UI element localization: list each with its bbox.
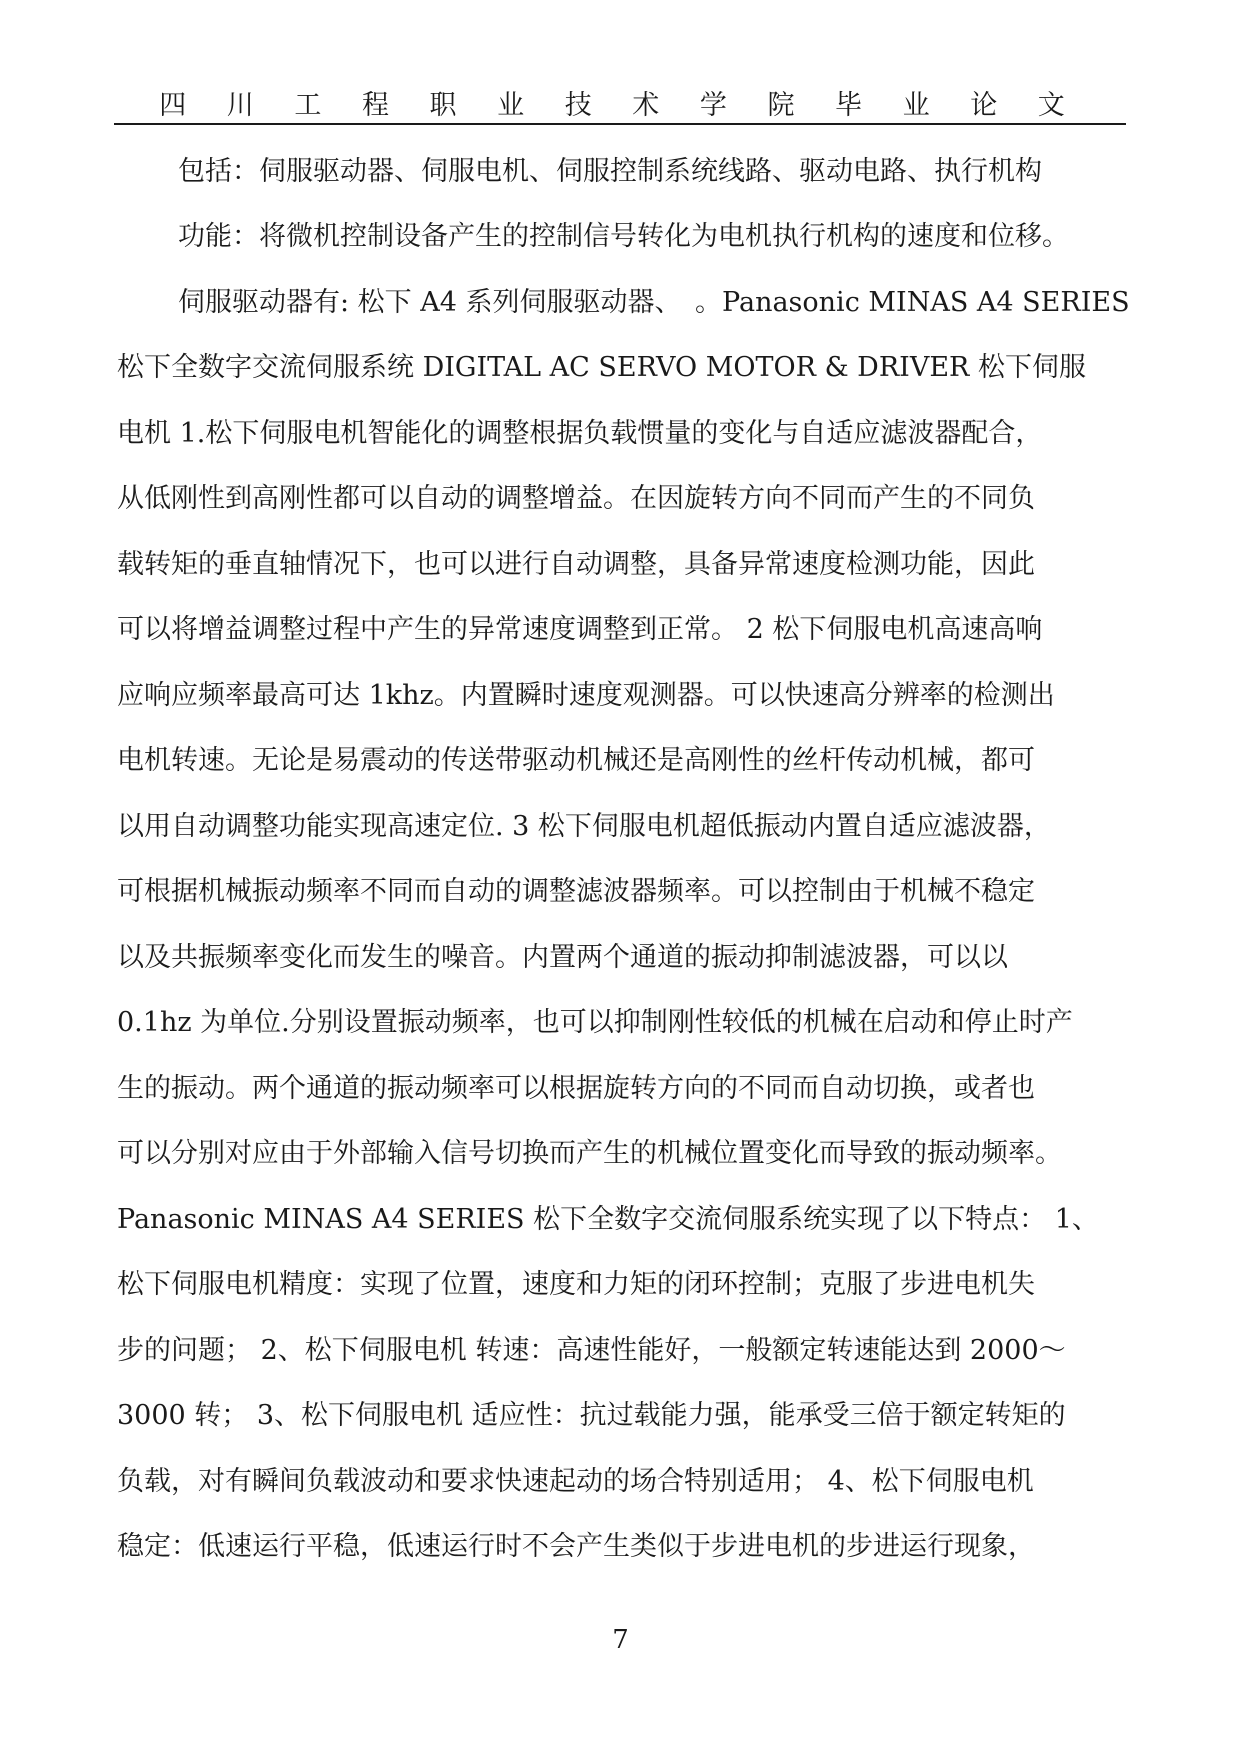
page-number: 7 bbox=[612, 1625, 629, 1655]
text-line-6: 从低刚性到高刚性都可以自动的调整增益。在因旋转方向不同而产生的不同负 bbox=[117, 483, 1035, 514]
text-line-11: 以用自动调整功能实现高速定位. 3 松下伺服电机超低振动内置自适应滤波器， bbox=[117, 811, 1051, 842]
text-line-15: 生的振动。两个通道的振动频率可以根据旋转方向的不同而自动切换，或者也 bbox=[117, 1073, 1035, 1104]
text-line-22: 稳定：低速运行平稳，低速运行时不会产生类似于步进电机的步进运行现象， bbox=[117, 1531, 1035, 1562]
text-line-12: 可根据机械振动频率不同而自动的调整滤波器频率。可以控制由于机械不稳定 bbox=[117, 876, 1035, 907]
text-line-1: 包括：伺服驱动器、伺服电机、伺服控制系统线路、驱动电路、执行机构 bbox=[178, 156, 1042, 187]
page-header-title: 四 川 工 程 职 业 技 术 学 院 毕 业 论 文 bbox=[159, 90, 1081, 121]
text-line-4: 松下全数字交流伺服系统 DIGITAL AC SERVO MOTOR & DRIVER 松下伺服 bbox=[117, 352, 1086, 383]
text-line-7: 载转矩的垂直轴情况下，也可以进行自动调整，具备异常速度检测功能，因此 bbox=[117, 549, 1035, 580]
text-line-13: 以及共振频率变化而发生的噪音。内置两个通道的振动抑制滤波器，可以以 bbox=[117, 942, 1008, 973]
text-line-2: 功能：将微机控制设备产生的控制信号转化为电机执行机构的速度和位移。 bbox=[178, 221, 1069, 252]
text-line-20: 3000 转； 3、松下伺服电机 适应性：抗过载能力强，能承受三倍于额定转矩的 bbox=[117, 1400, 1066, 1431]
text-line-8: 可以将增益调整过程中产生的异常速度调整到正常。 2 松下伺服电机高速高响 bbox=[117, 614, 1043, 645]
text-line-3: 伺服驱动器有: 松下 A4 系列伺服驱动器、 。Panasonic MINAS A4 SERIES bbox=[178, 287, 1130, 318]
text-line-17: Panasonic MINAS A4 SERIES 松下全数字交流伺服系统实现了以下特点： 1、 bbox=[117, 1204, 1099, 1235]
text-line-18: 松下伺服电机精度：实现了位置，速度和力矩的闭环控制；克服了步进电机失 bbox=[117, 1269, 1035, 1300]
text-line-16: 可以分别对应由于外部输入信号切换而产生的机械位置变化而导致的振动频率。 bbox=[117, 1138, 1062, 1169]
text-line-10: 电机转速。无论是易震动的传送带驱动机械还是高刚性的丝杆传动机械，都可 bbox=[117, 745, 1035, 776]
text-line-21: 负载，对有瞬间负载波动和要求快速起动的场合特别适用； 4、松下伺服电机 bbox=[117, 1466, 1034, 1497]
text-line-5: 电机 1.松下伺服电机智能化的调整根据负载惯量的变化与自适应滤波器配合， bbox=[117, 418, 1043, 449]
text-line-9: 应响应频率最高可达 1khz。内置瞬时速度观测器。可以快速高分辨率的检测出 bbox=[117, 680, 1055, 711]
text-line-19: 步的问题； 2、松下伺服电机 转速：高速性能好，一般额定转速能达到 2000～ bbox=[117, 1335, 1066, 1366]
text-line-14: 0.1hz 为单位.分别设置振动频率，也可以抑制刚性较低的机械在启动和停止时产 bbox=[117, 1007, 1073, 1038]
